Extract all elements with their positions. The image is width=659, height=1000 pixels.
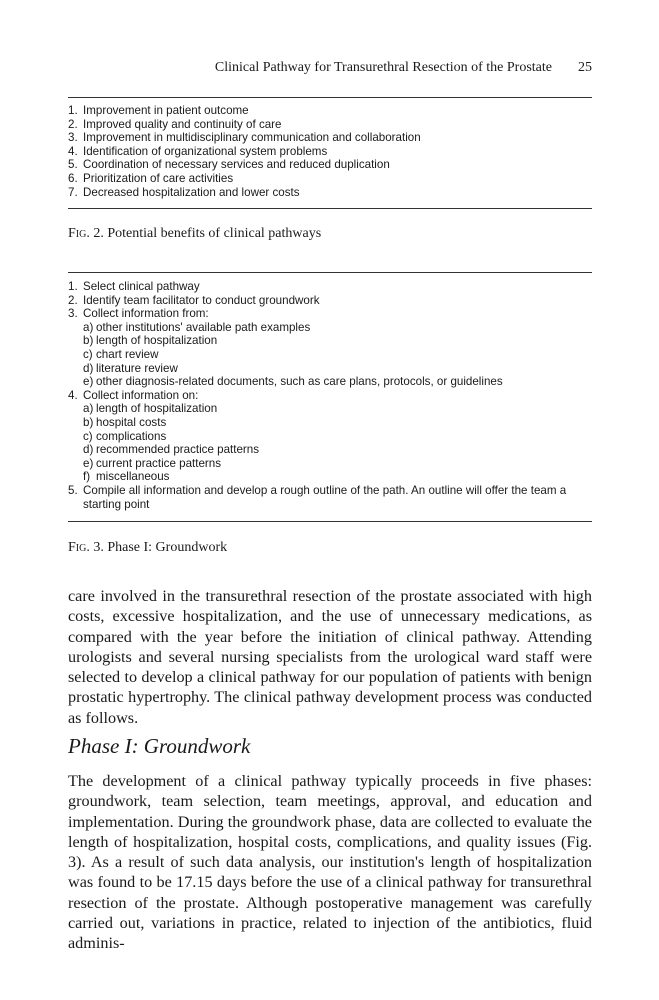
item-number: 1. <box>68 104 78 117</box>
section-heading: Phase I: Groundwork <box>68 734 251 758</box>
sublist-item <box>83 348 592 362</box>
item-number: 2. <box>68 293 78 307</box>
list-item <box>68 294 592 308</box>
item-text: Coordination of necessary services and reduced duplication <box>83 158 390 172</box>
item-number: 3. <box>68 131 78 145</box>
item-text: Compile all information and develop a rough outline of the path. An outline will offer the team a starting point <box>83 483 567 511</box>
item-text: length of hospitalization <box>96 402 218 416</box>
item-text: current practice patterns <box>96 456 222 470</box>
fig3-groundwork-list <box>68 280 592 511</box>
list-item <box>68 389 592 484</box>
item-letter: a) <box>83 402 94 416</box>
list-item <box>68 158 592 172</box>
sublist-item <box>83 470 592 484</box>
sublist-item <box>83 362 592 376</box>
item-letter: d) <box>83 443 94 457</box>
item-letter: c) <box>83 347 93 361</box>
sublist-item <box>83 321 592 335</box>
sublist-collect-on <box>83 402 592 484</box>
item-text: Improved quality and continuity of care <box>83 117 282 131</box>
item-text: length of hospitalization <box>96 334 218 348</box>
item-letter: d) <box>83 361 94 375</box>
fig3-caption-text: Phase I: Groundwork <box>107 540 228 555</box>
sublist-item <box>83 416 592 430</box>
item-text: other diagnosis-related documents, such as care plans, protocols, or guidelines <box>96 375 503 389</box>
item-text: Prioritization of care activities <box>83 171 234 185</box>
item-letter: e) <box>83 456 94 470</box>
item-number: 4. <box>68 388 78 402</box>
item-letter: e) <box>83 375 94 389</box>
item-text: complications <box>96 429 167 443</box>
item-number: 2. <box>68 117 78 131</box>
item-letter: b) <box>83 334 94 348</box>
body-paragraph: care involved in the transurethral resection of the prostate associated with high costs, excessive hospitalization, and the use of unnecessary medications, as compared with the year before the initiation of clinical pathway. Attending urologists and several nursing specialists from the urological ward staff were selected to develop a clinical pathway for our population of patients with benign prostatic hypertrophy. The clinical pathway development process was conducted as follows. <box>68 587 592 727</box>
running-header <box>68 60 592 78</box>
list-item <box>68 307 592 389</box>
running-title: Clinical Pathway for Transurethral Resection of the Prostate <box>214 60 552 75</box>
item-text: Identification of organizational system problems <box>83 144 328 158</box>
item-text: Collect information from: <box>83 307 209 321</box>
list-item <box>68 172 592 186</box>
sublist-item <box>83 457 592 471</box>
list-item <box>68 186 592 200</box>
item-number: 6. <box>68 171 78 185</box>
sublist-item <box>83 375 592 389</box>
item-letter: b) <box>83 415 94 429</box>
sublist-item <box>83 443 592 457</box>
item-text: Select clinical pathway <box>83 280 200 293</box>
item-text: Decreased hospitalization and lower costs <box>83 185 300 199</box>
item-text: Improvement in multidisciplinary communication and collaboration <box>83 131 421 145</box>
body-paragraph: The development of a clinical pathway typically proceeds in five phases: groundwork, team selection, team meetings, approval, and education and implementation. During the groundwork phase, data are collected to evaluate the length of hospitalization, hospital costs, complications, and quality issues (Fig. 3). As a result of such data analysis, our institution's length of hospitalization was found to be 17.15 days before the use of a clinical pathway for transurethral resection of the prostate. Although postoperative management was carefully carried out, variations in practice, related to injection of the antibiotics, fluid adminis- <box>68 772 592 953</box>
fig3-caption <box>68 540 227 556</box>
sublist-item <box>83 402 592 416</box>
item-letter: c) <box>83 429 93 443</box>
item-text: recommended practice patterns <box>96 443 260 457</box>
list-item <box>68 145 592 159</box>
fig2-caption <box>68 226 321 242</box>
item-number: 4. <box>68 144 78 158</box>
fig3-label: Fig. 3. <box>68 540 104 555</box>
sublist-collect-from <box>83 321 592 389</box>
list-item <box>68 484 592 511</box>
item-text: Identify team facilitator to conduct groundwork <box>83 293 320 307</box>
item-number: 5. <box>68 158 78 172</box>
fig2-top-rule <box>68 97 592 98</box>
item-number: 3. <box>68 307 78 321</box>
item-text: literature review <box>96 361 178 375</box>
item-text: Improvement in patient outcome <box>83 104 249 117</box>
item-text: miscellaneous <box>96 470 170 484</box>
item-text: hospital costs <box>96 415 167 429</box>
fig2-bottom-rule <box>68 208 592 209</box>
item-number: 7. <box>68 185 78 199</box>
sublist-item <box>83 334 592 348</box>
item-text: chart review <box>96 347 159 361</box>
list-item <box>68 280 592 294</box>
list-item <box>68 104 592 118</box>
fig2-benefits-list <box>68 104 592 199</box>
fig3-top-rule <box>68 272 592 273</box>
item-text: Collect information on: <box>83 388 199 402</box>
item-letter: f) <box>83 470 91 484</box>
fig2-label: Fig. 2. <box>68 226 104 241</box>
fig2-caption-text: Potential benefits of clinical pathways <box>107 226 322 241</box>
page-number: 25 <box>578 60 592 75</box>
item-number: 5. <box>68 483 78 497</box>
sublist-item <box>83 430 592 444</box>
item-letter: a) <box>83 320 94 334</box>
list-item <box>68 131 592 145</box>
item-text: other institutions' available path examples <box>96 320 311 334</box>
fig3-bottom-rule <box>68 521 592 522</box>
item-number: 1. <box>68 280 78 293</box>
list-item <box>68 118 592 132</box>
